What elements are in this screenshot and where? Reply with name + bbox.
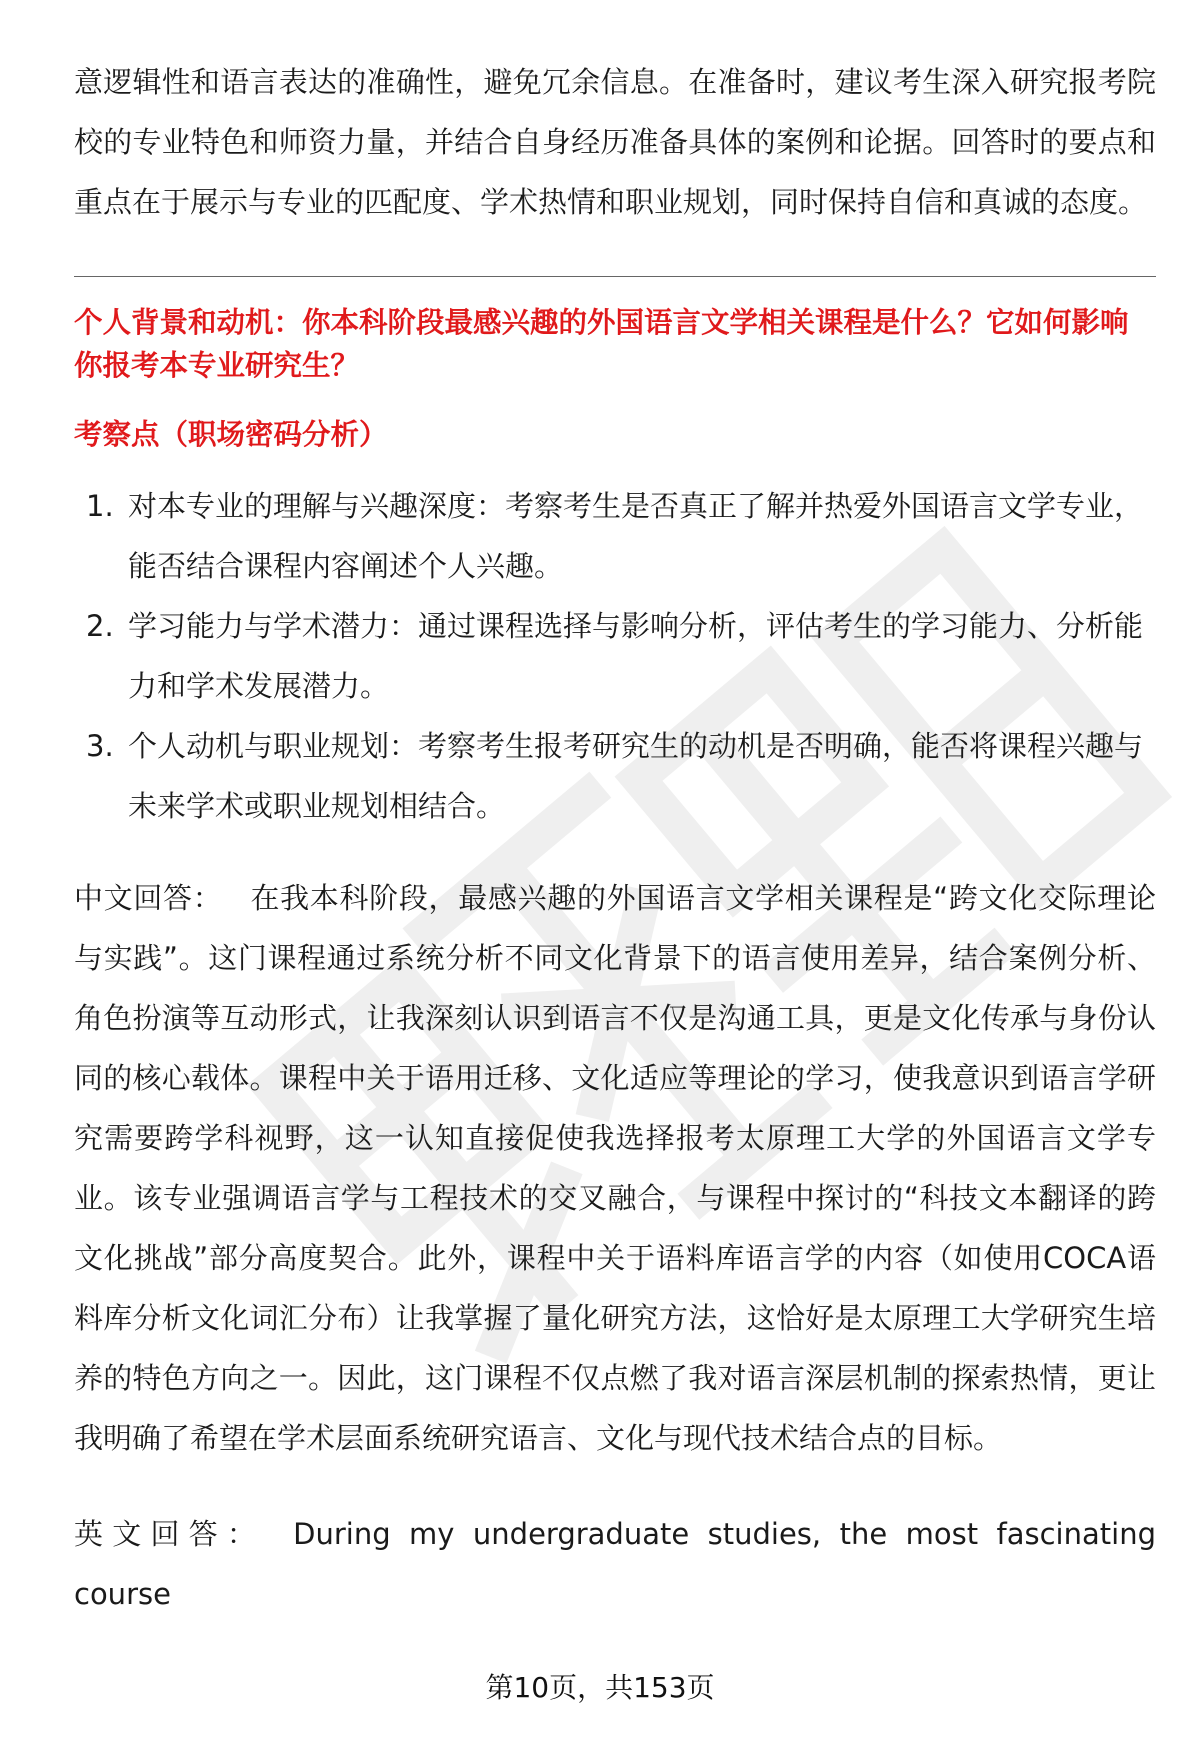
points-heading: 考察点（职场密码分析） [74,418,388,451]
list-item-number: 2. [86,609,114,643]
question-heading: 个人背景和动机：你本科阶段最感兴趣的外国语言文学相关课程是什么？它如何影响你报考本专业研究生？ [74,306,1129,382]
english-answer-text: During my undergraduate studies, the most fascinating course [74,1517,1156,1611]
list-item [74,596,1156,716]
chinese-answer-text: 在我本科阶段，最感兴趣的外国语言文学相关课程是“跨文化交际理论与实践”。这门课程通过系统分析不同文化背景下的语言使用差异，结合案例分析、角色扮演等互动形式，让我深刻认识到语言不仅是沟通工具，更是文化传承与身份认同的核心载体。课程中关于语用迁移、文化适应等理论的学习，使我意识到语言学研究需要跨学科视野，这一认知直接促使我选择报考太原理工大学的外国语言文学专业。该专业强调语言学与工程技术的交叉融合，与课程中探讨的“科技文本翻译的跨文化挑战”部分高度契合。此外，课程中关于语料库语言学的内容（如使用COCA语料库分析文化词汇分布）让我掌握了量化研究方法，这恰好是太原理工大学研究生培养的特色方向之一。因此，这门课程不仅点燃了我对语言深层机制的探索热情，更让我明确了希望在学术层面系统研究语言、文化与现代技术结合点的目标。 [74,881,1156,1455]
list-item-text: 学习能力与学术潜力：通过课程选择与影响分析，评估考生的学习能力、分析能力和学术发展潜力。 [128,609,1144,703]
document-page [74,52,1156,1624]
english-answer [74,1504,1156,1624]
list-item-number: 1. [86,489,114,523]
chinese-answer-label: 中文回答： [74,881,223,915]
intro-paragraph: 意逻辑性和语言表达的准确性，避免冗余信息。在准备时，建议考生深入研究报考院校的专业特色和师资力量，并结合自身经历准备具体的案例和论据。回答时的要点和重点在于展示与专业的匹配度、学术热情和职业规划，同时保持自信和真诚的态度。 [74,65,1156,219]
page-footer: 第10页，共153页 [485,1671,715,1704]
section-divider [74,276,1156,277]
chinese-answer [74,868,1156,1468]
points-list [74,476,1156,836]
list-item-text: 个人动机与职业规划：考察考生报考研究生的动机是否明确，能否将课程兴趣与未来学术或职业规划相结合。 [128,729,1144,823]
list-item [74,476,1156,596]
list-item [74,716,1156,836]
list-item-number: 3. [86,729,114,763]
english-answer-label: 英文回答： [74,1517,266,1551]
list-item-text: 对本专业的理解与兴趣深度：考察考生是否真正了解并热爱外国语言文学专业，能否结合课程内容阐述个人兴趣。 [128,489,1144,583]
